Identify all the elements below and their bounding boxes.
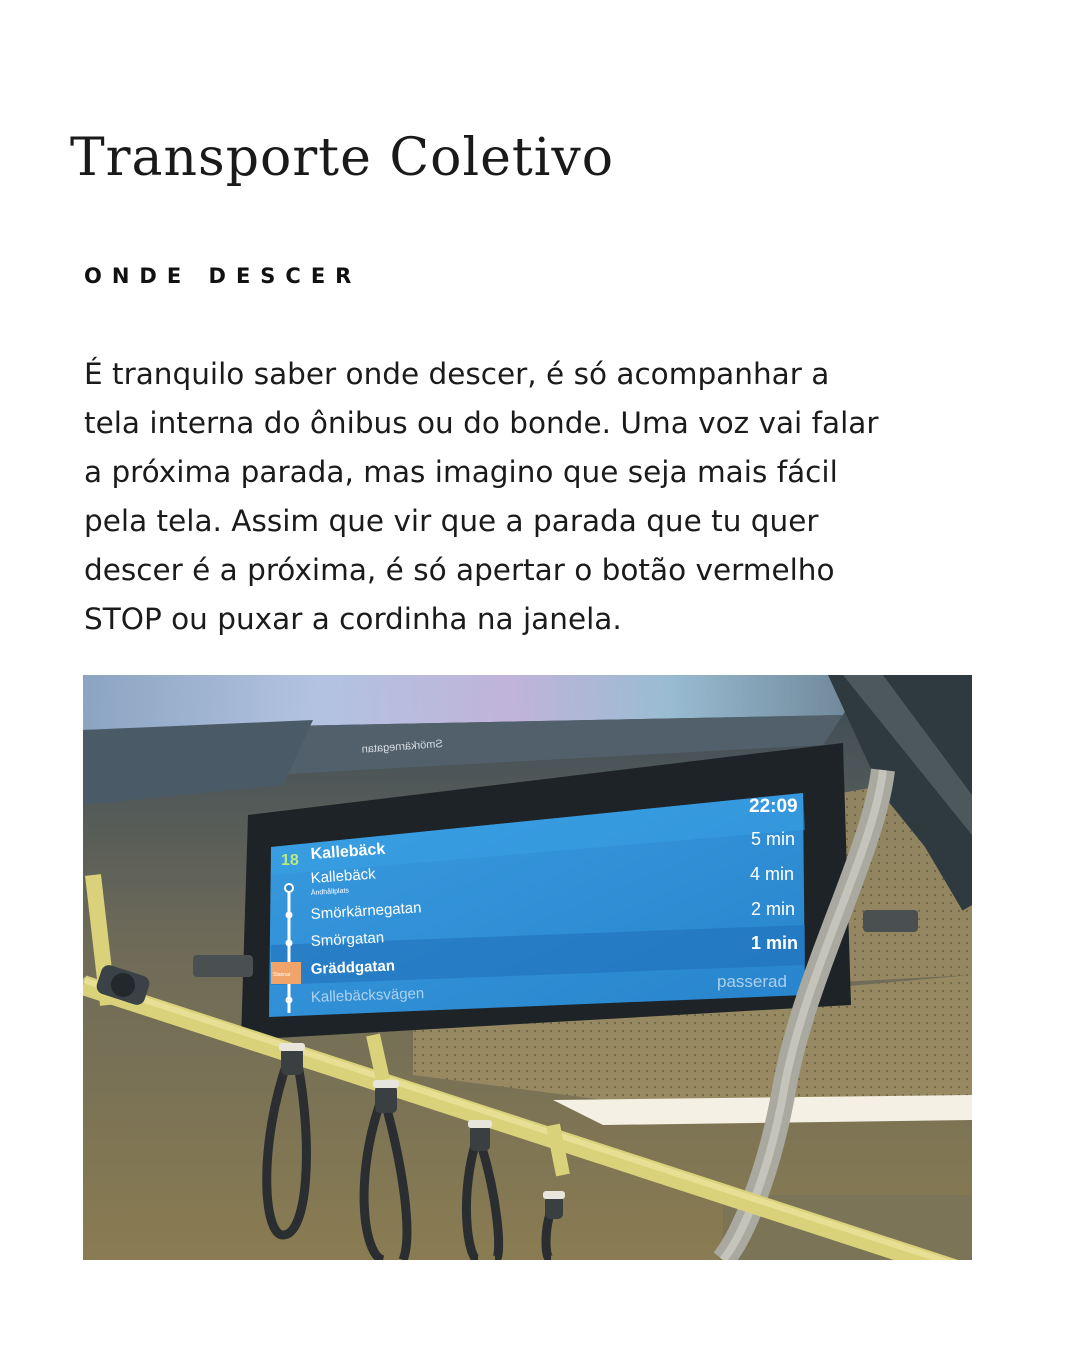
paragraph-line: É tranquilo saber onde descer, é só acompanhar a	[84, 357, 830, 391]
display-stop-time: 2 min	[751, 899, 796, 919]
display-destination-time: 5 min	[751, 829, 796, 849]
display-stop-time: 1 min	[751, 933, 799, 953]
paragraph-line: descer é a próxima, é só apertar o botão vermelho	[84, 553, 835, 587]
paragraph-line: pela tela. Assim que vir que a parada que tu quer	[84, 504, 819, 538]
body-paragraph	[84, 350, 1004, 644]
display-stop-sub: Ändhållplats	[310, 887, 350, 897]
bus-interior-photo	[83, 675, 972, 1260]
display-stop-name: Kallebäcksvägen	[310, 985, 425, 1006]
display-passed-label: passerad	[717, 972, 787, 991]
page-title: Transporte Coletivo	[70, 128, 615, 188]
display-line-number: 18	[281, 852, 299, 869]
display-stop-name: Smörgatan	[310, 929, 385, 950]
display-stop-name: Smörkärnegatan	[310, 899, 422, 923]
paragraph-line: STOP ou puxar a cordinha na janela.	[84, 602, 622, 636]
reflection-text: Smörkärnegatan	[361, 738, 444, 756]
display-stop-name: Kallebäck	[310, 865, 377, 887]
section-heading: ONDE DESCER	[84, 264, 362, 288]
display-destination: Kallebäck	[310, 840, 386, 863]
paragraph-line: tela interna do ônibus ou do bonde. Uma voz vai falar	[84, 406, 879, 440]
display-clock: 22:09	[749, 796, 798, 817]
display-stop-badge: Stannar	[273, 972, 291, 978]
display-stop-name: Gräddgatan	[310, 957, 396, 978]
paragraph-line: a próxima parada, mas imagino que seja mais fácil	[84, 455, 838, 489]
display-stop-time: 4 min	[750, 864, 795, 884]
